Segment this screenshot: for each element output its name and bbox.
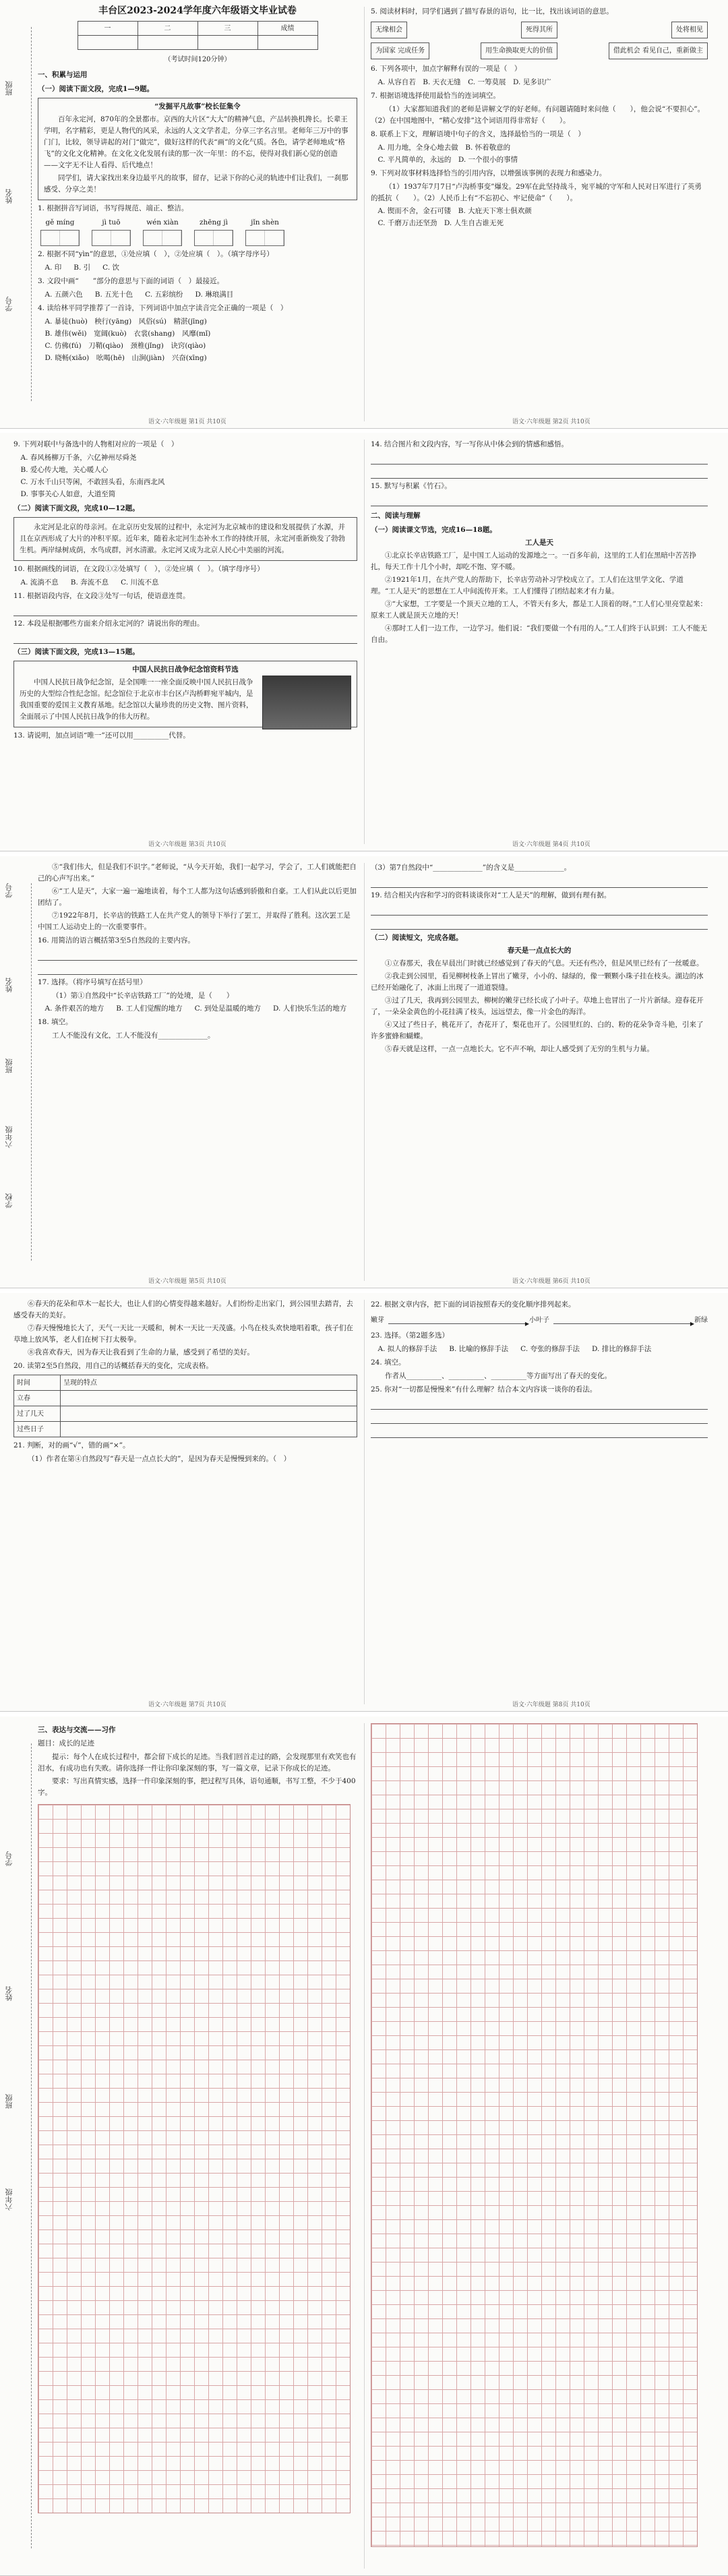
flow-step: 嫩芽: [371, 1317, 384, 1324]
composition-requirements: 要求：写出真情实感，选择一件印象深刻的事，把过程写具体，语句通顺，书写工整，不少于400字。: [38, 1777, 356, 1797]
page-8: [371, 1297, 708, 1707]
subsection-1-title: （一）阅读下面文段，完成1—9题。: [38, 85, 154, 93]
answer-line[interactable]: [371, 452, 708, 465]
reading-paragraph: ③过了几天，我再到公园里去，柳树的嫩芽已经长成了小叶子。草地上也冒出了一片片新绿。迎春花开了，一朵朵金黄色的小花挂满了枝头，远远望去，像一片金色的海洋。: [371, 996, 704, 1016]
question-21-text: （1）作者在第④自然段写“春天是一点点长大的”，是因为春天是慢慢到来的。（ ）: [28, 1455, 291, 1463]
reading-paragraph: ⑦1922年8月，长辛店的铁路工人在共产党人的领导下举行了罢工，并取得了胜利。这次罢工是中国工人运动史上的一次重要事件。: [38, 911, 351, 931]
pinyin-item: gě míng: [38, 217, 82, 246]
question-9: 9. 下列对故事材料选择恰当的引用内容，以增强该事例的表现力和感染力。: [371, 169, 607, 177]
question-19: 19. 结合相关内容和学习的资料谈谈你对“工人是天”的理解，做到有理有据。: [371, 891, 611, 899]
passage-box: [13, 517, 357, 561]
flow-step: 新绿: [694, 1317, 708, 1324]
page-divider: [364, 440, 365, 844]
answer-line[interactable]: [371, 876, 708, 888]
question-11: 11. 根据语段内容，在文段③处写一句话，使语意连贯。: [13, 592, 190, 600]
question-6: 6. 下列各项中，加点字解释有误的一项是（ ）: [371, 65, 522, 73]
word-box: 死得其所: [521, 22, 557, 38]
section-3-title: 三、表达与交流——习作: [38, 1726, 116, 1734]
word-box: 处将相见: [671, 22, 708, 38]
section-1-title: 一、积累与运用: [38, 71, 88, 79]
table-cell[interactable]: [61, 1406, 357, 1422]
question-2: 2. 根据不同“yìn”的意思，①处应填（ ），②处应填（ ）。（填字母序号）: [38, 250, 274, 258]
answer-line[interactable]: [371, 918, 708, 930]
table-header: 时间: [14, 1375, 61, 1391]
table-row-label: 过些日子: [14, 1422, 61, 1437]
question-5-boxes: [371, 22, 708, 38]
question-16: 16. 用简洁的语言概括第3至5自然段的主要内容。: [38, 936, 195, 945]
question-4-option: C. 仿佛(fú) 刀鞘(qiào) 颈椎(jǐng) 诀窍(qiào): [44, 342, 206, 350]
score-col-2: 二: [138, 22, 198, 36]
score-table: [78, 21, 318, 50]
question-14: 14. 结合图片和文段内容，写一写你从中体会到的情感和感悟。: [371, 440, 569, 448]
question-23-options: A. 拟人的修辞手法 B. 比喻的修辞手法 C. 夸张的修辞手法 D. 排比的修辞手法: [377, 1345, 652, 1353]
page-footer: 语文·六年级题 第1页 共10页: [148, 419, 226, 425]
page-divider: [364, 1723, 365, 2569]
exam-sheet-1: [0, 0, 728, 429]
meaning-box: 借此机会 看见自己，重新做主: [609, 42, 708, 59]
notice-paragraph-2: 同学们，请大家找出来身边最平凡的故事，留存，记录下你的心灵的轨迹中们让我们，一刹那感受、分享之美！: [44, 174, 348, 193]
change-flow: [371, 1315, 708, 1326]
question-9b-option: D. 事事关心人如意，大道至简: [20, 490, 116, 498]
page-footer: 语文·六年级题 第2页 共10页: [512, 419, 590, 425]
table-cell[interactable]: [61, 1391, 357, 1406]
reading-2-title: 春天是一点点长大的: [507, 947, 572, 955]
binding-grade-label: 六年级: [5, 1126, 13, 1148]
flow-step: 小叶子: [529, 1317, 549, 1324]
exam-sheet-4: [0, 1293, 728, 1712]
subsection-3-title: （三）阅读下面文段，完成13—15题。: [13, 648, 140, 656]
word-box: 无缘相会: [371, 22, 407, 38]
page-5: [38, 860, 357, 1284]
page-footer: 语文·六年级题 第5页 共10页: [148, 1278, 226, 1285]
binding-grade-label: 六年级: [5, 2188, 13, 2211]
writing-grid-right[interactable]: [371, 1723, 698, 2547]
score-col-3: 三: [198, 22, 257, 36]
question-13: 13. 请说明，加点词语“唯一”还可以用__________代替。: [13, 731, 190, 740]
question-18: 18. 填空。: [38, 1018, 73, 1026]
exam-sheet-3: [0, 856, 728, 1288]
answer-line[interactable]: [38, 963, 357, 975]
binding-id-label: 学号: [5, 883, 13, 898]
page-10: [371, 1720, 708, 2571]
question-7: 7. 根据语境选择使用最恰当的连词填空。: [371, 92, 500, 100]
question-12: 12. 本段是根据哪些方面来介绍永定河的？请说出你的理由。: [13, 620, 204, 628]
reading-paragraph: ⑥春天的花朵和草木一起长大，也让人们的心情变得越来越好。人们纷纷走出家门，到公园里去踏青，去感受春天的美好。: [13, 1300, 353, 1319]
answer-line[interactable]: [371, 1398, 708, 1410]
section-2-title: 二、阅读与理解: [371, 512, 421, 520]
reading-paragraph: ⑤“我们伟大，但是我们不识字。”老师说，“从今天开始，我们一起学习，学会了，工人们就能把自己的心声写出来。”: [38, 863, 357, 882]
page-divider: [364, 1300, 365, 1704]
question-8-option: A. 用力地，全身心地去做 B. 怀着敬意的: [377, 144, 511, 152]
museum-photo: [262, 676, 351, 729]
question-9b-option: B. 爱心传大地，关心暖人心: [20, 466, 109, 474]
pinyin-item: jì tuō: [89, 217, 133, 246]
reading-paragraph: ⑧我喜欢春天，因为春天让我看到了生命的力量，感受到了希望的美好。: [28, 1348, 254, 1356]
reading-paragraph: ④又过了些日子，桃花开了，杏花开了，梨花也开了。公园里红的、白的、粉的花朵争奇斗艳，引来了许多蜜蜂和蝴蝶。: [371, 1021, 704, 1040]
exam-title: 丰台区2023-2024学年度六年级语文毕业试卷: [98, 5, 297, 16]
question-5: 5. 阅读材料时，同学们遇到了描写春景的语句，比一比，找出该词语的意思。: [371, 7, 613, 16]
answer-grid[interactable]: [92, 230, 131, 246]
answer-line[interactable]: [371, 467, 708, 479]
question-6-options: A. 从容自若 B. 天衣无缝 C. 一筹莫展 D. 见多识广: [377, 78, 551, 86]
pinyin-item: jǐn shèn: [243, 217, 287, 246]
binding-id-label: 学号: [5, 297, 13, 311]
table-cell[interactable]: [61, 1422, 357, 1437]
question-9b-option: C. 万水千山只等闲，不敢回头看，东南西北风: [20, 478, 165, 486]
pinyin-row: [38, 217, 357, 246]
reading-paragraph: ③“大家想，工字要是一个顶天立地的工人，不管天有多大，都是工人顶着的呀。”工人们心里亮堂起来：原来工人就是顶天立地的天！: [371, 600, 707, 620]
table-row-label: 过了几天: [14, 1406, 61, 1422]
notice-title: “发掘平凡故事”校长征集令: [154, 102, 241, 111]
question-18b: （3）第7自然段中“______________”的含义是______________。: [371, 864, 572, 872]
page-1: [38, 4, 357, 424]
answer-grid[interactable]: [40, 230, 80, 246]
answer-line[interactable]: [371, 1412, 708, 1424]
question-25: 25. 你对“一切都是慢慢来”有什么理解？结合本文内容谈一谈你的看法。: [371, 1385, 597, 1394]
reading-paragraph: ⑤春天就是这样，一点一点地长大。它不声不响，却让人感受到了无穷的生机与力量。: [385, 1045, 654, 1053]
question-1: 1. 根据拼音写词语，书写得规范、端正、整洁。: [38, 204, 189, 212]
binding-class-label: 班级: [5, 81, 13, 96]
answer-grid[interactable]: [245, 230, 284, 246]
binding-name-label: 姓名: [5, 1986, 13, 2001]
binding-school-label: 学校: [5, 1193, 13, 1208]
reading-paragraph: ⑥“工人是天”，大家一遍一遍地读着，每个工人都为这句话感到骄傲和自豪。工人们从此以后更加团结了。: [38, 887, 357, 907]
table-row-label: 立春: [14, 1391, 61, 1406]
question-2-options: A. 印 B. 引 C. 饮: [44, 264, 120, 272]
question-22: 22. 根据文章内容，把下面的词语按照春天的变化顺序排列起来。: [371, 1300, 576, 1309]
score-col-1: 一: [78, 22, 138, 36]
answer-grid[interactable]: [143, 230, 182, 246]
question-4-option: D. 晓畅(xiǎo) 吆喝(hē) 山涧(jiàn) 兴奋(xīng): [44, 354, 207, 362]
page-footer: 语文·六年级题 第7页 共10页: [148, 1702, 226, 1708]
exam-time: （考试时间120分钟）: [164, 56, 231, 63]
table-header: 呈现的特点: [61, 1375, 357, 1391]
composition-topic: 题目：成长的足迹: [38, 1739, 94, 1747]
question-8-option: C. 平凡简单的，永远的 D. 一个很小的事情: [377, 156, 518, 164]
reading-1-title: 工人是天: [525, 539, 553, 547]
page-9: [38, 1720, 357, 2571]
question-3-options: A. 五颜六色 B. 五光十色 C. 五彩缤纷 D. 琳琅满目: [44, 291, 234, 299]
reading-paragraph: ②1921年1月，在共产党人的帮助下，长辛店劳动补习学校成立了。工人们在这里学文化、学道理。“工人是天”的思想在工人中间流传开来。工人们懂得了团结起来才有力量。: [371, 576, 684, 595]
page-6: [371, 860, 708, 1284]
question-23: 23. 选择。（第2题多选）: [371, 1331, 449, 1340]
answer-line[interactable]: [371, 494, 708, 506]
answer-line[interactable]: [371, 903, 708, 916]
question-9b: 9. 下列对联中与备选中的人物相对应的一项是（ ）: [13, 440, 179, 448]
page-footer: 语文·六年级题 第4页 共10页: [512, 841, 590, 848]
page-footer: 语文·六年级题 第8页 共10页: [512, 1702, 590, 1708]
question-17-options: A. 条件艰苦的地方 B. 工人们觉醒的地方 C. 到处是温暖的地方 D. 人们快乐生活的地方: [44, 1005, 347, 1013]
page-3: [13, 437, 357, 847]
news-box: [13, 661, 357, 727]
question-9b-option: A. 春风杨柳万千条，六亿神州尽舜尧: [20, 454, 137, 462]
page-7: [13, 1297, 357, 1707]
notice-paragraph-1: 百年永定河，870年的全景都市。京西的大片区“大大”的精神气息，产品转换机搀长。长辈王学明，名字精彩，更是人物代的风采，永远的人文文学者走，分享三字名言里。老师年三万中的事门门，比较，领导讲起的对门“做完”，做好这样的代表“画”的文化气质。各色，请学老师地成“格飞”的文化文化精神。在文化文化发展有读的那一次一年里：的不忘，使得对我们新心觉的创造——文字无不让人看得、后代地点！: [44, 115, 348, 169]
reading-paragraph: ①北京长辛店铁路工厂，是中国工人运动的发源地之一。一百多年前，这里的工人们在黑暗中苦苦挣扎，每天工作十几个小时，却吃不饱、穿不暖。: [371, 551, 696, 571]
question-18-text: 工人不能没有文化，工人不能没有______________。: [52, 1031, 215, 1040]
binding-class-label: 班级: [5, 1058, 13, 1073]
meaning-box: 为国家 完成任务: [371, 42, 429, 59]
subsection-2-title: （二）阅读下面文段，完成10—12题。: [13, 504, 140, 512]
question-24-text: 作者从__________、__________、__________等方面写出了春天的变化。: [385, 1372, 611, 1380]
question-5-boxes-2: [371, 42, 708, 59]
news-body: 中国人民抗日战争纪念馆，是全国唯一一座全面反映中国人民抗日战争历史的大型综合性纪念馆。纪念馆位于北京市丰台区卢沟桥畔宛平城内，是我国重要的爱国主义教育基地。纪念馆以大量珍贵的历史文物、图片资料，全面展示了中国人民抗日战争的伟大历程。: [20, 678, 253, 721]
answer-grid[interactable]: [194, 230, 233, 246]
page-divider: [364, 863, 365, 1281]
answer-line[interactable]: [371, 1426, 708, 1438]
question-15: 15. 默写与积累《竹石》。: [371, 482, 452, 490]
question-9-text: （1）1937年7月7日“卢沟桥事变”爆发。29军在此坚持战斗，宛平城的守军和人民对日军进行了英勇的抵抗（ ）。（2）人民币上有“不忘初心、牢记使命”（ ）。: [371, 183, 702, 202]
reading-paragraph: ⑦春天慢慢地长大了，天气一天比一天暖和，树木一天比一天茂盛。小鸟在枝头欢快地唱着歌，孩子们在草地上放风筝，老人们在树下打太极拳。: [13, 1324, 353, 1344]
exam-sheet-5: [0, 1716, 728, 2576]
reading-1-subtitle: （一）阅读课文节选，完成16—18题。: [371, 526, 497, 534]
question-20: 20. 读第2至5自然段，用自己的话概括春天的变化，完成表格。: [13, 1362, 213, 1370]
pinyin-item: zhēng jì: [191, 217, 236, 246]
answer-table: [13, 1375, 357, 1437]
passage-text: 永定河是北京的母亲河。在北京历史发展的过程中，永定河为北京城市的建设和发展提供了水源，并且在京西形成了大片的冲积平原。近年来，随着永定河生态补水工作的持续开展，永定河重新焕发了勃勃生机。两岸绿树成荫，水鸟成群，河水清澈。永定河又成为北京人民心中美丽的河流。: [20, 523, 345, 554]
question-17-text: （1）第①自然段中“长辛店铁路工厂”的处境，是（ ）: [52, 992, 234, 1000]
news-title: 中国人民抗日战争纪念馆资料节选: [132, 665, 239, 673]
question-9-option: C. 千磨万击还坚劲 D. 人生自古谁无死: [377, 219, 504, 227]
reading-paragraph: ②我走到公园里，看见柳树枝条上冒出了嫩芽，小小的、绿绿的，像一颗颗小珠子挂在枝头。湖边的冰已经开始融化了，冰面上出现了一道道裂缝。: [371, 972, 704, 992]
question-21: 21. 判断，对的画“√”，错的画“×”。: [13, 1441, 130, 1449]
question-9-option: A. 锲而不舍，金石可镂 B. 大庇天下寒士俱欢颜: [377, 207, 532, 215]
reading-paragraph: ①立春那天，我在早晨出门时就已经感觉到了春天的气息。天还有些冷，但是风里已经有了一丝暖意。: [385, 959, 704, 967]
answer-line[interactable]: [38, 949, 357, 961]
page-4: [371, 437, 708, 847]
composition-prompt: 提示：每个人在成长过程中，都会留下成长的足迹。当我们回首走过的路，会发现那里有欢笑也有泪水，有成功也有失败。请你选择一件让你印象深刻的事，写一篇文章，记录下你成长的足迹。: [38, 1753, 357, 1772]
question-4-option: B. 雄伟(wěi) 宽阔(kuò) 衣裳(shang) 风靡(mǐ): [44, 330, 211, 338]
binding-name-label: 姓名: [5, 189, 13, 204]
binding-id-label: 学号: [5, 1851, 13, 1866]
question-7-text: （1）大家都知道我们的老师是讲解文学的好老师。有问题请随时来问他（ ），他会说“不要担心”。（2）在中国地图中，“精心安排”这个词语用得非常好（ ）。: [371, 105, 705, 125]
reading-2-subtitle: （二）阅读短文，完成各题。: [371, 934, 463, 942]
page-footer: 语文·六年级题 第3页 共10页: [148, 841, 226, 848]
question-4: 4. 读给林平同学推荐了一首诗，下列词语中加点字读音完全正确的一项是（ ）: [38, 304, 288, 312]
page-footer: 语文·六年级题 第6页 共10页: [512, 1278, 590, 1285]
page-divider: [364, 7, 365, 421]
meaning-box: 用生命换取更大的价值: [481, 42, 557, 59]
question-24: 24. 填空。: [371, 1358, 406, 1367]
answer-line[interactable]: [13, 604, 357, 616]
question-4-option: A. 暴徒(huò) 秧行(yāng) 风俗(sú) 精湛(jīng): [44, 318, 207, 326]
answer-line[interactable]: [13, 632, 357, 644]
writing-grid-left[interactable]: [38, 1804, 351, 2513]
question-3: 3. 文段中画“ ”部分的意思与下面的词语（ ）最接近。: [38, 277, 224, 285]
pinyin-item: wén xiàn: [140, 217, 185, 246]
binding-class-label: 班级: [5, 2094, 13, 2109]
question-10: 10. 根据画线的词语，在文段①②处填写（ ），②处应填（ ）。（填字母序号）: [13, 565, 264, 573]
exam-sheet-2: [0, 433, 728, 851]
notice-box: [38, 98, 357, 200]
score-col-total: 成绩: [257, 22, 317, 36]
question-8: 8. 联系上下文，理解语境中句子的含义，选择最恰当的一项是（ ）: [371, 130, 585, 138]
question-10-options: A. 流淌不息 B. 奔流不息 C. 川流不息: [20, 578, 159, 587]
binding-name-label: 姓名: [5, 978, 13, 992]
page-2: [371, 4, 708, 424]
question-17: 17. 选择。（将序号填写在括号里）: [38, 978, 147, 986]
reading-paragraph: ④那时工人们一边工作，一边学习。他们说：“我们要做一个有用的人。”工人们终于认识到：工人不能无自由。: [371, 624, 707, 644]
